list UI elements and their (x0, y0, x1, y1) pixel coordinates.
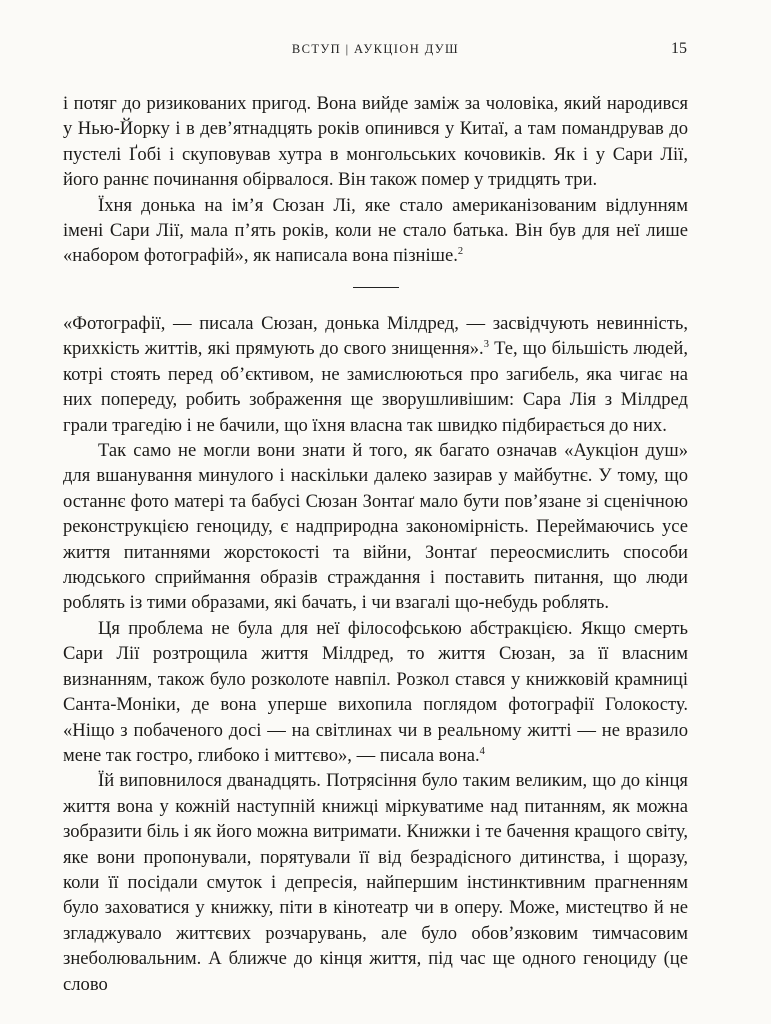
paragraph-text: і потяг до ризикованих пригод. Вона вийде заміж за чоловіка, який народився у Нью-Йорку і в дев’ятнадцять років опинився у Китаї, а там помандрував до пустелі Ґобі і скуповував хутра в монгольських кочовиків. Як і у Сари Лії, його раннє починання обірвалося. Він також помер у тридцять три. (63, 93, 688, 191)
paragraph (63, 311, 688, 438)
text-section-2 (63, 311, 688, 997)
text-section-1 (63, 91, 688, 269)
paragraph (63, 768, 688, 997)
section-separator (353, 287, 399, 288)
paragraph-text: Так само не могли вони знати й того, як багато означав «Аукціон душ» для вшанування минулого і наскільки далеко зазирав у майбутнє. У тому, що останнє фото матері та бабусі Сюзан Зонтаґ мало бути пов’язане зі сценічною реконструкцією геноциду, є надприродна закономірність. Переймаючись усе життя питаннями жорстокості та війни, Зонтаґ переосмислить способи людського сприймання образів страждання і поставить питання, що люди роблять із тими образами, які бачать, і чи взагалі що-небудь роблять. (63, 440, 688, 614)
paragraph-text: Їхня донька на ім’я Сюзан Лі, яке стало американізованим відлунням імені Сари Лії, мала п’ять років, коли не стало батька. Він був для неї лише «набором фотографій», як написала вона пізніше. (63, 194, 688, 267)
paragraph-text: Ця проблема не була для неї філософською абстракцією. Якщо смерть Сари Лії розтрощила життя Мілдред, то життя Сюзан, за її власним визнанням, також було розколоте навпіл. Розкол стався у книжковій крамниці Санта-Моніки, де вона уперше вихопила поглядом фотографії Голокосту. «Ніщо з побаченого досі — на світлинах чи в реальному житті — не вразило мене так гостро, глибоко і миттєво», — писала вона. (63, 617, 688, 766)
paragraph (63, 438, 688, 616)
paragraph-text: «Фотографії, — писала Сюзан, донька Мілдред, — засвідчують невинність, крихкість життів, які прямують до свого знищення». (63, 313, 688, 360)
paragraph (63, 616, 688, 768)
footnote-ref[interactable]: 4 (479, 745, 485, 757)
paragraph-text: Їй виповнилося дванадцять. Потрясіння було таким великим, що до кінця життя вона у кожній наступній книжці міркуватиме над питанням, як можна зобразити біль і як його можна витримати. Книжки і те бачення кращого світу, яке вони пропонували, порятували її від безрадісного дитинства, і щоразу, коли її посідали смуток і депресія, найпершим інстинктивним прагненням було заховатися у книжку, піти в кінотеатр чи в оперу. Може, мистецтво й не згладжувало життєвих розчарувань, але було обов’язковим тимчасовим знеболювальним. А ближче до кінця життя, під час ще одного геноциду (це слово (63, 770, 688, 995)
paragraph-text: Те, що більшість людей, котрі стоять перед об’єктивом, не замислюються про загибель, яка чигає на них попереду, робить зображення ще зворушливішим: Сара Лія з Мілдред грали трагедію і не бачили, що їхня власна так швидко підбирається до них. (63, 338, 688, 436)
footnote-ref[interactable]: 2 (457, 246, 464, 258)
running-head: ВСТУП | АУКЦІОН ДУШ (291, 42, 460, 56)
page-number: 15 (671, 40, 687, 57)
footnote-ref[interactable]: 3 (483, 339, 489, 351)
paragraph (63, 91, 688, 193)
paragraph (63, 193, 688, 269)
